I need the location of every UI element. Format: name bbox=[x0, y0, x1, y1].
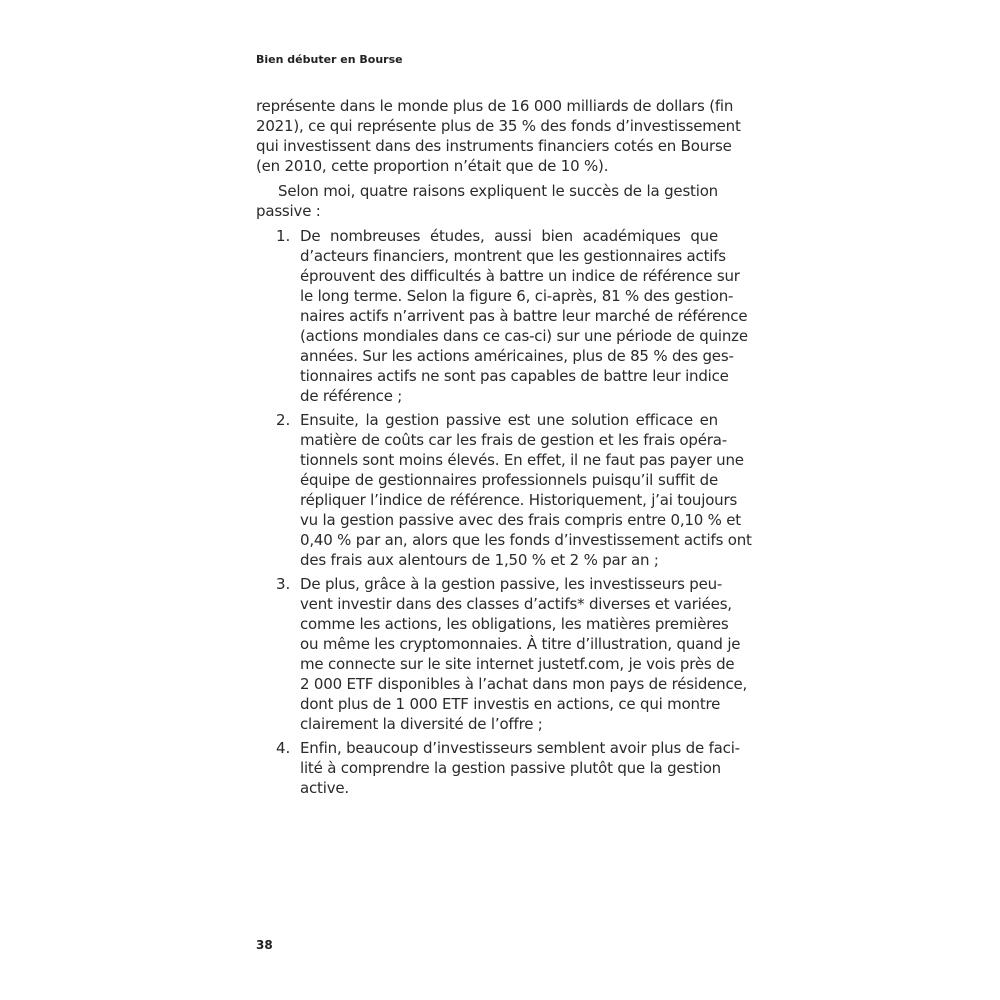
text-line: répliquer l’indice de référence. Historiquement, j’ai toujours bbox=[300, 491, 738, 509]
text-line: tionnaires actifs ne sont pas capables de battre leur indice bbox=[300, 367, 729, 385]
text-line: matière de coûts car les frais de gestion et les frais opéra- bbox=[300, 431, 727, 449]
text-line: des frais aux alentours de 1,50 % et 2 % par an ; bbox=[300, 551, 659, 569]
text-line: (en 2010, cette proportion n’était que de 10 %). bbox=[256, 157, 609, 175]
text-line: Enfin, beaucoup d’investisseurs semblent avoir plus de faci- bbox=[300, 739, 740, 757]
running-header: Bien débuter en Bourse bbox=[256, 53, 403, 66]
text-line: naires actifs n’arrivent pas à battre leur marché de référence bbox=[300, 307, 748, 325]
text-line: tionnels sont moins élevés. En effet, il ne faut pas payer une bbox=[300, 451, 744, 469]
text-line: équipe de gestionnaires professionnels puisqu’il suffit de bbox=[300, 471, 718, 489]
text-line: années. Sur les actions américaines, plus de 85 % des ges- bbox=[300, 347, 734, 365]
list-item-number: 1. bbox=[276, 227, 291, 245]
text-line: 2021), ce qui représente plus de 35 % des fonds d’investissement bbox=[256, 117, 741, 135]
text-line: clairement la diversité de l’offre ; bbox=[300, 715, 543, 733]
text-line: 0,40 % par an, alors que les fonds d’investissement actifs ont bbox=[300, 531, 752, 549]
text-line: ou même les cryptomonnaies. À titre d’illustration, quand je bbox=[300, 635, 741, 653]
text-line: dont plus de 1 000 ETF investis en actions, ce qui montre bbox=[300, 695, 721, 713]
text-line: me connecte sur le site internet justetf.com, je vois près de bbox=[300, 655, 735, 673]
list-item bbox=[256, 574, 748, 734]
list-item bbox=[256, 738, 740, 798]
text-line: lité à comprendre la gestion passive plutôt que la gestion bbox=[300, 759, 721, 777]
page-number: 38 bbox=[256, 938, 273, 952]
list-item-number: 4. bbox=[276, 739, 291, 757]
text-line: d’acteurs financiers, montrent que les gestionnaires actifs bbox=[300, 247, 726, 265]
text-line: De nombreuses études, aussi bien académiques que bbox=[300, 227, 718, 245]
text-line: De plus, grâce à la gestion passive, les investisseurs peu- bbox=[300, 575, 723, 593]
list-item bbox=[256, 226, 748, 406]
paragraph bbox=[256, 96, 741, 176]
text-line: vent investir dans des classes d’actifs* diverses et variées, bbox=[300, 595, 732, 613]
list-item bbox=[256, 410, 752, 570]
text-line: vu la gestion passive avec des frais compris entre 0,10 % et bbox=[300, 511, 741, 529]
text-line: le long terme. Selon la figure 6, ci-après, 81 % des gestion- bbox=[300, 287, 734, 305]
list-item-number: 2. bbox=[276, 411, 291, 429]
list-item-number: 3. bbox=[276, 575, 291, 593]
paragraph bbox=[256, 181, 718, 221]
text-line: Ensuite, la gestion passive est une solution efficace en bbox=[300, 411, 718, 429]
text-line: passive : bbox=[256, 202, 321, 220]
text-line: représente dans le monde plus de 16 000 milliards de dollars (fin bbox=[256, 97, 734, 115]
text-line: de référence ; bbox=[300, 387, 403, 405]
page-body bbox=[256, 96, 752, 802]
text-line: (actions mondiales dans ce cas-ci) sur une période de quinze bbox=[300, 327, 748, 345]
text-line: 2 000 ETF disponibles à l’achat dans mon pays de résidence, bbox=[300, 675, 748, 693]
text-line: éprouvent des difficultés à battre un indice de référence sur bbox=[300, 267, 740, 285]
text-line: Selon moi, quatre raisons expliquent le succès de la gestion bbox=[278, 182, 718, 200]
text-line: qui investissent dans des instruments financiers cotés en Bourse bbox=[256, 137, 732, 155]
text-line: active. bbox=[300, 779, 349, 797]
text-line: comme les actions, les obligations, les matières premières bbox=[300, 615, 729, 633]
